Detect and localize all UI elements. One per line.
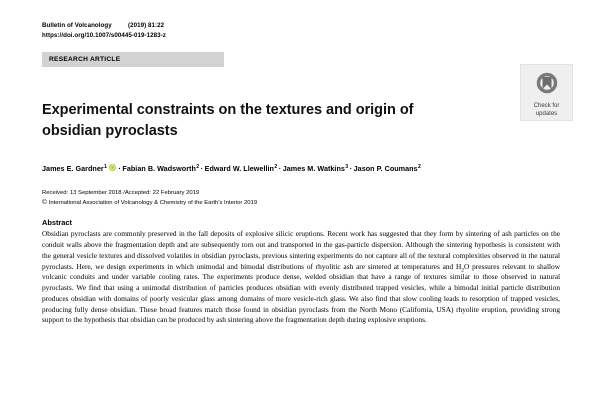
copyright-icon: ©: [42, 199, 47, 207]
author-2-name: Fabian B. Wadsworth: [122, 164, 196, 174]
article-type-banner: [42, 52, 224, 67]
doi-link[interactable]: https://doi.org/10.1007/s00445-019-1283-z: [42, 31, 166, 39]
page-title: Experimental constraints on the textures and origin of obsidian pyroclasts: [42, 101, 414, 139]
orcid-icon[interactable]: [109, 164, 116, 175]
author-separator-3: ·: [278, 164, 282, 174]
author-4[interactable]: [283, 164, 349, 173]
abstract-heading: Abstract: [42, 218, 72, 228]
author-separator-1: ·: [118, 164, 121, 174]
author-5-affiliation: 2: [417, 164, 421, 171]
crossmark-label: [534, 103, 560, 118]
article-type-label: RESEARCH ARTICLE: [49, 55, 121, 63]
abstract-text-part-1: Obsidian pyroclasts are commonly preserved in the fall deposits of explosive silicic eruptions. Recent work has suggested that they form by sintering of ash particles on the conduit walls above the fragmentation depth and are subsequently torn out and transported in the gas-particle dispersion. Although the sintering hypothesis is consistent with the general vesicle textures and dissolved volatiles in obsidian pyroclasts, previous sintering experiments do not capture all of the textural complexities observed in the natural pyroclasts. Here, we design experiments in which unimodal and bimodal distributions of rhyolitic ash are sintered at temperatures and H: [42, 229, 560, 271]
copyright-text: International Association of Volcanology & Chemistry of the Earth's Interior 2019: [48, 199, 258, 206]
abstract-text-part-2: O pressures relevant to shallow volcanic conduits and under variable cooling rates. The experiments produce dense, welded obsidian that have a range of textures similar to those observed in natural pyroclasts. We find that using a unimodal distribution of particles produces obsidian with evenly distributed trapped vesicles, while a bimodal initial particle distribution produces obsidian with domains of poorly vesicular glass among domains of more vesicle-rich glass. We also find that slow cooling leads to resorption of trapped vesicles, producing fully dense obsidian. These broad features match those found in obsidian pyroclasts from the North Mono (California, USA) rhyolite eruption, providing strong support to the hypothesis that obsidian can be produced by ash sintering above the fragmentation depth during explosive eruptions.: [42, 261, 560, 325]
author-4-affiliation: 3: [345, 164, 349, 171]
author-5-name: Jason P. Coumans: [353, 164, 418, 174]
author-list: [42, 164, 560, 175]
author-3-affiliation: 2: [274, 164, 278, 171]
journal-citation: (2019) 81:22: [128, 22, 165, 29]
journal-header: [42, 22, 560, 31]
crossmark-bookmark-icon: [535, 71, 559, 100]
crossmark-line-2: updates: [535, 110, 558, 117]
abstract-body: [42, 229, 560, 326]
author-2-affiliation: 2: [196, 164, 200, 171]
author-3[interactable]: [205, 164, 278, 173]
author-1-name: James E. Gardner: [42, 164, 104, 174]
journal-name: Bulletin of Volcanology: [42, 22, 112, 29]
crossmark-line-1: Check for: [533, 103, 560, 109]
author-2[interactable]: [122, 164, 199, 173]
author-separator-2: ·: [200, 164, 204, 174]
author-1[interactable]: [42, 164, 107, 173]
author-5[interactable]: [354, 164, 421, 173]
author-4-name: James M. Watkins: [282, 164, 345, 174]
author-separator-4: ·: [349, 164, 353, 174]
crossmark-badge[interactable]: [520, 64, 573, 121]
abstract-section: [42, 218, 560, 326]
author-1-affiliation: 1: [104, 164, 107, 171]
publication-dates: Received: 13 September 2018 /Accepted: 22 February 2019: [42, 190, 200, 197]
abstract-subscript: 2: [461, 267, 464, 274]
author-3-name: Edward W. Llewellin: [204, 164, 274, 174]
copyright-line: [42, 198, 560, 208]
